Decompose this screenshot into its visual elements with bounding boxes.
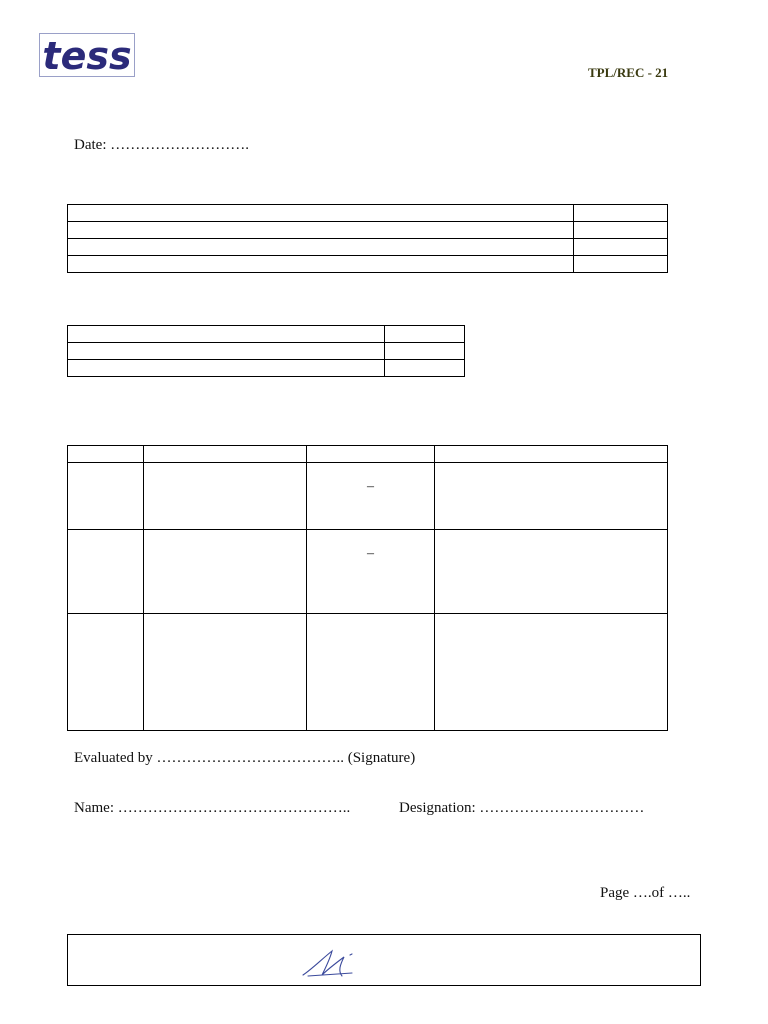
evaluation-table bbox=[67, 445, 668, 731]
table-cell[interactable] bbox=[385, 343, 465, 360]
table-cell[interactable] bbox=[385, 326, 465, 343]
name-field[interactable]: Name: ……………………………………….. bbox=[74, 800, 351, 816]
table-cell[interactable] bbox=[574, 205, 668, 222]
table-cell[interactable] bbox=[68, 326, 385, 343]
table-cell[interactable] bbox=[307, 463, 435, 530]
table-cell[interactable] bbox=[68, 463, 144, 530]
table-row bbox=[68, 343, 465, 360]
document-reference: TPL/REC - 21 bbox=[588, 65, 669, 80]
info-table-1 bbox=[67, 204, 668, 273]
dash-mark: – bbox=[367, 479, 374, 494]
tess-logo-mark bbox=[40, 34, 134, 76]
table-header-cell bbox=[307, 446, 435, 463]
designation-field[interactable]: Designation: …………………………… bbox=[399, 800, 645, 816]
table-row bbox=[68, 614, 668, 731]
table-cell[interactable] bbox=[574, 256, 668, 273]
page-number: Page ….of ….. bbox=[600, 885, 691, 901]
table-cell[interactable] bbox=[385, 360, 465, 377]
table-header-cell bbox=[68, 446, 144, 463]
company-logo bbox=[39, 33, 135, 77]
date-field[interactable]: Date: ………………………. bbox=[74, 137, 249, 153]
table-row bbox=[68, 256, 668, 273]
table-cell[interactable] bbox=[68, 256, 574, 273]
table-cell[interactable] bbox=[68, 205, 574, 222]
table-row bbox=[68, 222, 668, 239]
table-cell[interactable] bbox=[574, 222, 668, 239]
table-row bbox=[68, 205, 668, 222]
table-cell[interactable] bbox=[68, 222, 574, 239]
table-cell[interactable] bbox=[307, 614, 435, 731]
table-row bbox=[68, 446, 668, 463]
table-header-cell bbox=[435, 446, 668, 463]
table-cell[interactable] bbox=[68, 360, 385, 377]
signature-icon bbox=[300, 945, 360, 979]
table-cell[interactable] bbox=[68, 530, 144, 614]
table-cell[interactable] bbox=[435, 614, 668, 731]
table-cell[interactable] bbox=[144, 463, 307, 530]
table-header-cell bbox=[144, 446, 307, 463]
table-cell[interactable] bbox=[574, 239, 668, 256]
dash-mark: – bbox=[367, 546, 374, 561]
table-cell[interactable] bbox=[144, 614, 307, 731]
footer-approval-box bbox=[67, 934, 701, 986]
table-cell[interactable] bbox=[435, 530, 668, 614]
table-cell[interactable] bbox=[68, 614, 144, 731]
table-cell[interactable] bbox=[307, 530, 435, 614]
table-cell[interactable] bbox=[435, 463, 668, 530]
table-row bbox=[68, 360, 465, 377]
table-row bbox=[68, 463, 668, 530]
table-row bbox=[68, 239, 668, 256]
table-row bbox=[68, 326, 465, 343]
table-cell[interactable] bbox=[68, 239, 574, 256]
table-cell[interactable] bbox=[68, 343, 385, 360]
table-row bbox=[68, 530, 668, 614]
evaluated-by-field[interactable]: Evaluated by ……………………………….. (Signature) bbox=[74, 750, 416, 766]
table-cell[interactable] bbox=[144, 530, 307, 614]
info-table-2 bbox=[67, 325, 465, 377]
svg-text:tess: tess bbox=[42, 34, 132, 76]
